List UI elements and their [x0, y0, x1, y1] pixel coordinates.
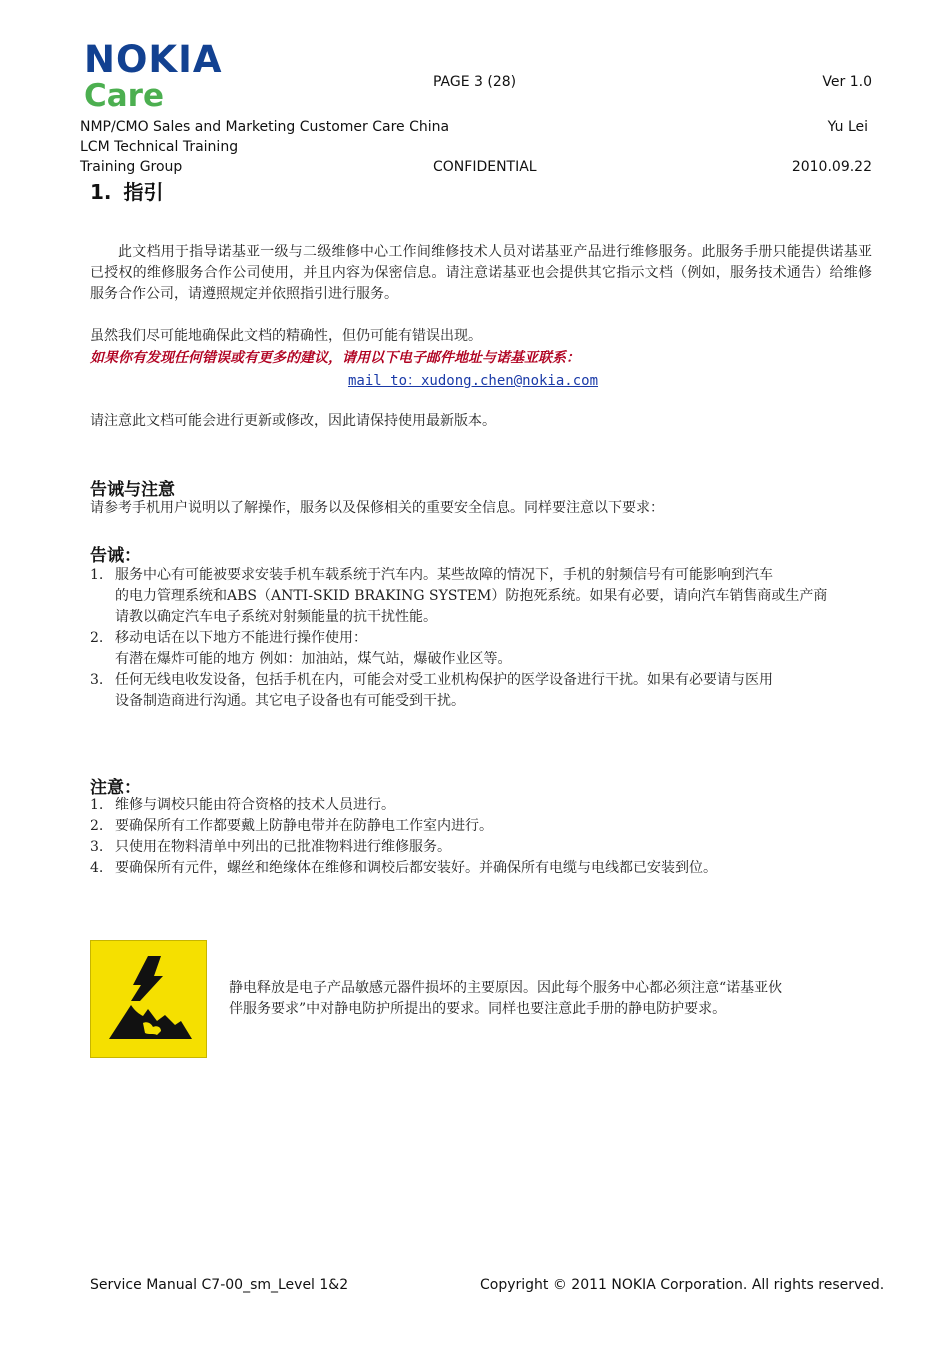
- list-item: [90, 858, 872, 879]
- org-line: NMP/CMO Sales and Marketing Customer Care China: [80, 119, 450, 135]
- mail-link[interactable]: mail to：xudong.chen@nokia.com: [348, 373, 599, 389]
- item-line: 服务中心有可能被要求安装手机车载系统于汽车内。某些故障的情况下，手机的射频信号有可能影响到汽车: [115, 567, 773, 583]
- esd-text: [229, 978, 879, 1020]
- contact-prompt: 如果你有发现任何错误或有更多的建议，请用以下电子邮件地址与诺基亚联系：: [90, 350, 580, 366]
- warnings-cautions-title: 告诫与注意: [90, 480, 175, 500]
- item-number: 3.: [90, 839, 104, 855]
- intro-paragraph: 此文档用于指导诺基亚一级与二级维修中心工作间维修技术人员对诺基亚产品进行维修服务。此服务手册只能提供诺基亚已授权的维修服务合作公司使用，并且内容为保密信息。请注意诺基亚也会提供其它指示文档（例如，服务技术通告）给维修服务合作公司，请遵照规定并依照指引进行服务。: [90, 244, 872, 302]
- item-line: 任何无线电收发设备，包括手机在内，可能会对受工业机构保护的医学设备进行干扰。如果有必要请与医用: [115, 672, 773, 688]
- item-line: 设备制造商进行沟通。其它电子设备也有可能受到干扰。: [115, 693, 465, 709]
- item-number: 1.: [90, 567, 104, 583]
- page-number: PAGE 3 (28): [433, 74, 517, 90]
- esd-text-line: 静电释放是电子产品敏感元器件损坏的主要原因。因此每个服务中心都必须注意“诺基亚伙: [229, 980, 783, 996]
- group-line: Training Group: [80, 159, 183, 175]
- item-line: 有潜在爆炸可能的地方 例如：加油站，煤气站，爆破作业区等。: [115, 651, 512, 667]
- cautions-title: 注意：: [90, 778, 141, 798]
- esd-symbol-svg: [91, 941, 206, 1057]
- item-number: 4.: [90, 860, 104, 876]
- warnings-cautions-text: 请参考手机用户说明以了解操作，服务以及保修相关的重要安全信息。同样要注意以下要求：: [90, 500, 664, 516]
- date: 2010.09.22: [791, 159, 872, 175]
- footer-manual: Service Manual C7-00_sm_Level 1&2: [90, 1277, 349, 1293]
- warnings-list: [90, 565, 872, 712]
- item-text: 维修与调校只能由符合资格的技术人员进行。: [115, 797, 395, 813]
- item-text: 要确保所有工作都要戴上防静电带并在防静电工作室内进行。: [115, 818, 493, 834]
- esd-text-line: 伴服务要求”中对静电防护所提出的要求。同样也要注意此手册的静电防护要求。: [229, 1001, 727, 1017]
- item-line: 请教以确定汽车电子系统对射频能量的抗干扰性能。: [115, 609, 437, 625]
- warnings-title: 告诫：: [90, 546, 141, 566]
- item-number: 2.: [90, 630, 104, 646]
- accuracy-note: 虽然我们尽可能地确保此文档的精确性，但仍可能有错误出现。: [90, 328, 482, 344]
- list-item: [90, 565, 872, 628]
- care-logo: Care: [84, 78, 164, 114]
- section-title: 指引: [123, 180, 164, 204]
- author: Yu Lei: [827, 119, 868, 135]
- section-number: 1.: [90, 180, 112, 204]
- cautions-list: [90, 795, 872, 879]
- dept-line: LCM Technical Training: [80, 139, 239, 155]
- esd-warning-icon: [90, 940, 207, 1058]
- item-line: 移动电话在以下地方不能进行操作使用：: [115, 630, 367, 646]
- update-note: 请注意此文档可能会进行更新或修改，因此请保持使用最新版本。: [90, 413, 496, 429]
- item-number: 2.: [90, 818, 104, 834]
- nokia-logo: NOKIA: [84, 38, 223, 81]
- item-line: 的电力管理系统和ABS（ANTI-SKID BRAKING SYSTEM）防抱死系统。如果有必要，请向汽车销售商或生产商: [115, 588, 828, 604]
- list-item: [90, 670, 872, 712]
- list-item: [90, 816, 872, 837]
- item-number: 3.: [90, 672, 104, 688]
- confidential-label: CONFIDENTIAL: [433, 159, 537, 175]
- item-number: 1.: [90, 797, 104, 813]
- version: Ver 1.0: [822, 74, 872, 90]
- list-item: [90, 628, 872, 670]
- item-text: 只使用在物料清单中列出的已批准物料进行维修服务。: [115, 839, 451, 855]
- item-text: 要确保所有元件，螺丝和绝缘体在维修和调校后都安装好。并确保所有电缆与电线都已安装到位。: [115, 860, 717, 876]
- list-item: [90, 837, 872, 858]
- list-item: [90, 795, 872, 816]
- footer-copyright: Copyright © 2011 NOKIA Corporation. All rights reserved.: [480, 1277, 885, 1293]
- section-heading: [90, 176, 164, 205]
